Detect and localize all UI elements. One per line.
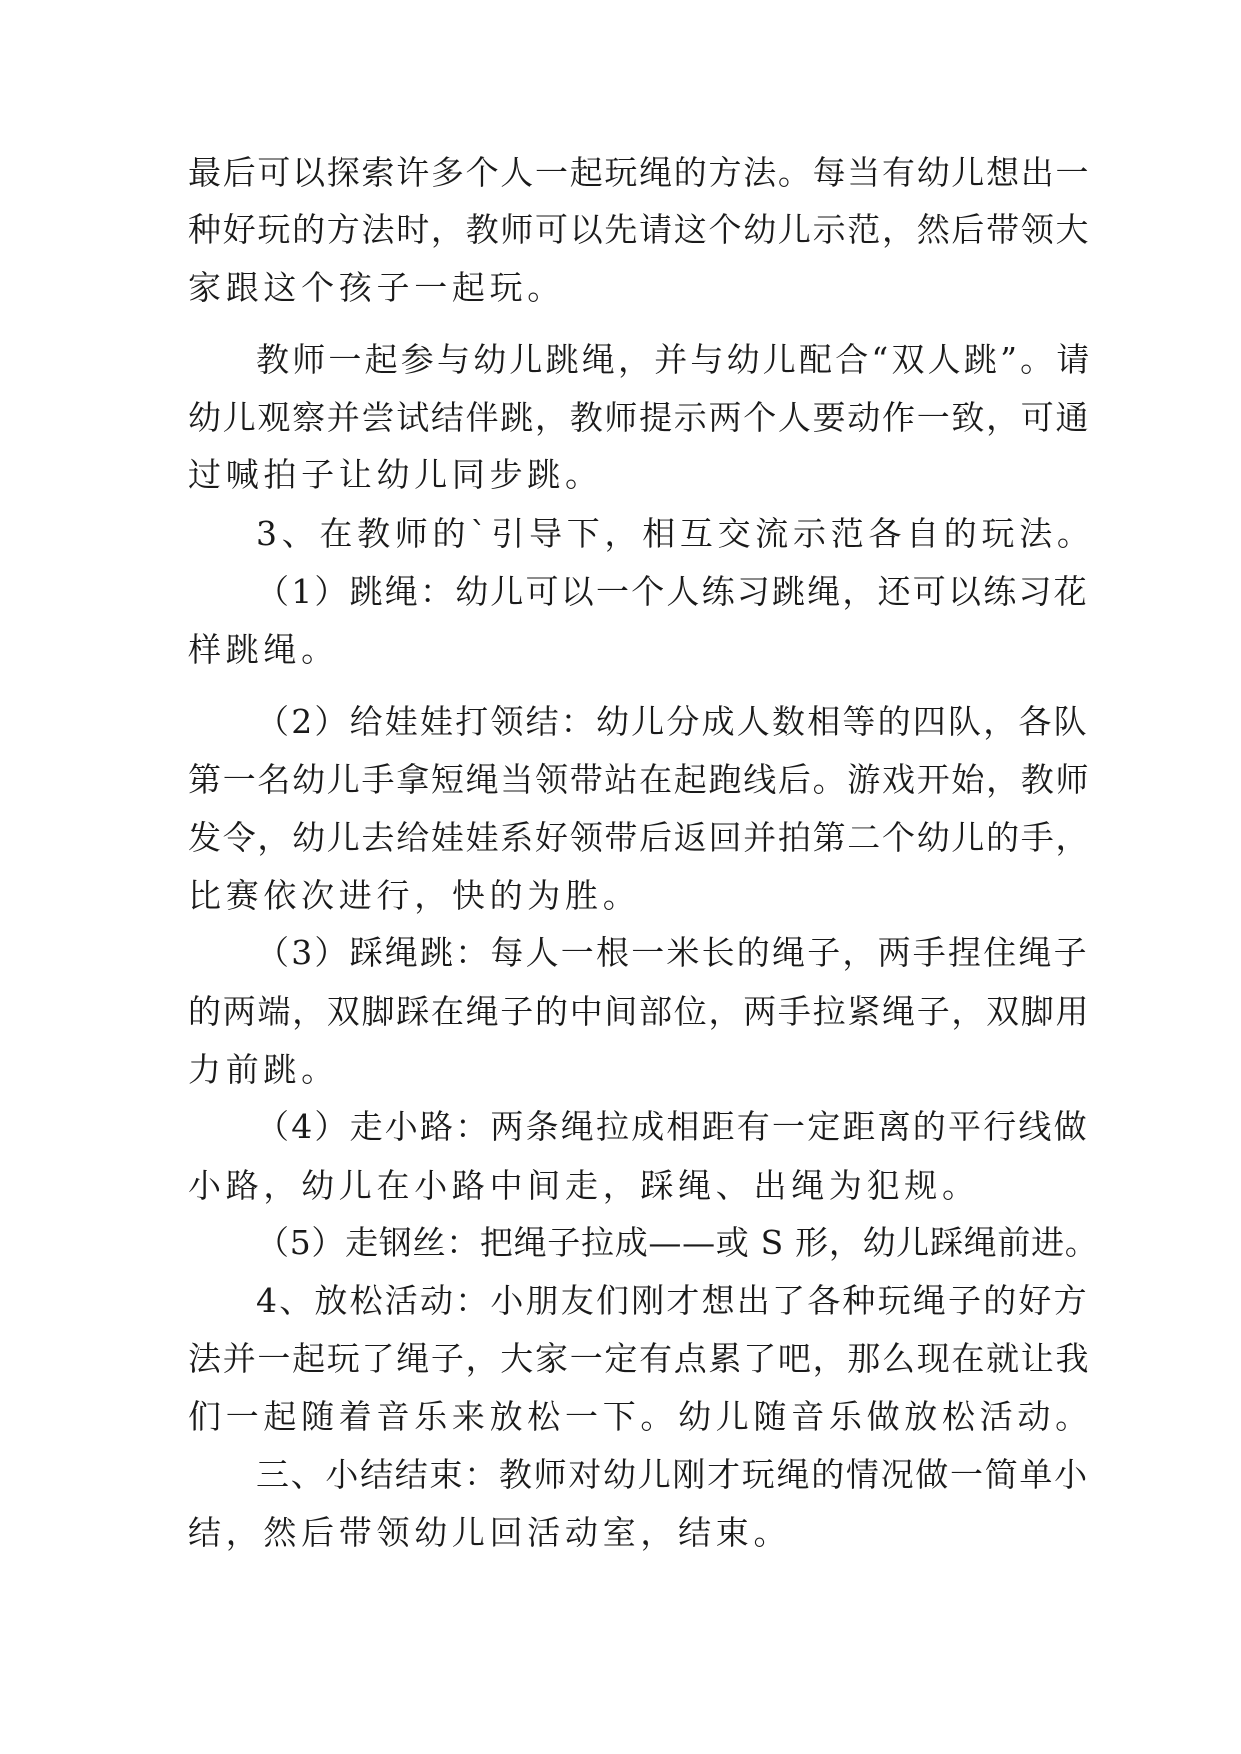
text-line: 三、小结结束：教师对幼儿刚才玩绳的情况做一简单小 bbox=[256, 1455, 1089, 1494]
text-line: 小路，幼儿在小路中间走，踩绳、出绳为犯规。 bbox=[188, 1166, 980, 1205]
text-line: 法并一起玩了绳子，大家一定有点累了吧，那么现在就让我 bbox=[188, 1339, 1091, 1378]
text-line: 的两端，双脚踩在绳子的中间部位，两手拉紧绳子，双脚用 bbox=[188, 992, 1091, 1031]
text-line: 家跟这个孩子一起玩。 bbox=[188, 268, 565, 307]
text-line: 最后可以探索许多个人一起玩绳的方法。每当有幼儿想出一 bbox=[188, 153, 1091, 192]
text-line: （1）跳绳：幼儿可以一个人练习跳绳，还可以练习花 bbox=[256, 572, 1089, 611]
text-line: （3）踩绳跳：每人一根一米长的绳子，两手捏住绳子 bbox=[256, 933, 1089, 972]
text-line: （5）走钢丝：把绳子拉成——或 S 形，幼儿踩绳前进。 bbox=[256, 1223, 1099, 1262]
text-line: 样跳绳。 bbox=[188, 630, 339, 669]
text-line: 结，然后带领幼儿回活动室，结束。 bbox=[188, 1513, 792, 1552]
text-line: （2）给娃娃打领结：幼儿分成人数相等的四队，各队 bbox=[256, 702, 1089, 741]
text-line: 4、放松活动：小朋友们刚才想出了各种玩绳子的好方 bbox=[256, 1281, 1089, 1320]
text-line: （4）走小路：两条绳拉成相距有一定距离的平行线做 bbox=[256, 1107, 1089, 1146]
text-line: 力前跳。 bbox=[188, 1050, 339, 1089]
text-line: 第一名幼儿手拿短绳当领带站在起跑线后。游戏开始，教师 bbox=[188, 760, 1091, 799]
text-line: 们一起随着音乐来放松一下。幼儿随音乐做放松活动。 bbox=[188, 1397, 1093, 1436]
text-line: 过喊拍子让幼儿同步跳。 bbox=[188, 455, 603, 494]
text-line: 比赛依次进行，快的为胜。 bbox=[188, 876, 641, 915]
text-line: 种好玩的方法时，教师可以先请这个幼儿示范，然后带领大 bbox=[188, 210, 1091, 249]
text-line: 发令，幼儿去给娃娃系好领带后返回并拍第二个幼儿的手， bbox=[188, 818, 1091, 857]
text-line: 3、在教师的`引导下，相互交流示范各自的玩法。 bbox=[256, 514, 1095, 553]
text-line: 教师一起参与幼儿跳绳，并与幼儿配合“双人跳”。请 bbox=[256, 340, 1093, 379]
text-line: 幼儿观察并尝试结伴跳，教师提示两个人要动作一致，可通 bbox=[188, 398, 1091, 437]
